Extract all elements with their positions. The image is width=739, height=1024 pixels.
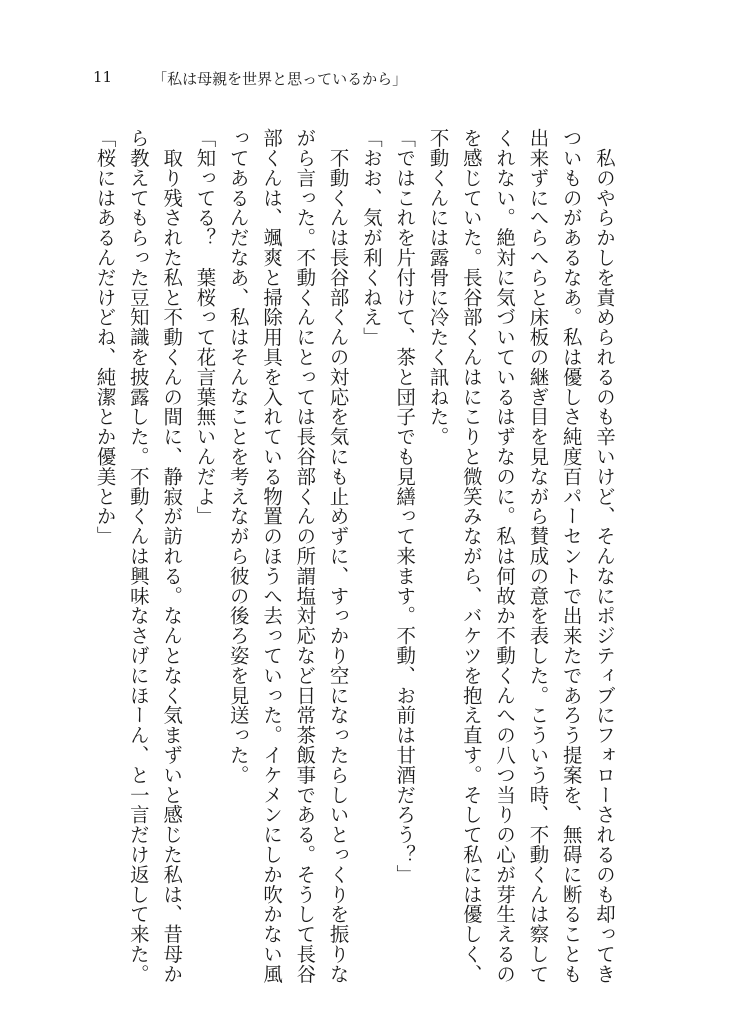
- body-text: [88, 128, 621, 988]
- paragraph: 「知ってる？ 葉桜って花言葉無いんだよ」: [193, 128, 217, 526]
- paragraph: 取り残された私と不動くんの間に、静寂が訪れる。なんとなく気まずいと感じた私は、昔母から教えてもらった豆知識を披露した。不動くんは興味なさげにほーん、と一言だけ返して来た。: [126, 128, 184, 984]
- chapter-title: 「私は母親を世界と思っているから」: [152, 70, 408, 88]
- paragraph: 「ではこれを片付けて、茶と団子でも見繕って来ます。不動、お前は甘酒だろう？」: [393, 128, 417, 885]
- paragraph: 「桜にはあるんだけどね、純潔とか優美とか」: [93, 128, 117, 546]
- page-number: 11: [93, 68, 113, 86]
- paragraph: 「おお、気が利くねえ」: [359, 128, 383, 347]
- paragraph: 私のやらかしを責められるのも辛いけど、そんなにポジティブにフォローされるのも却ってきついものがあるなあ。私は優しさ純度百パーセントで出来たであろう提案を、無碍に断ることも出来ずにへらへらと床板の継ぎ目を見ながら賛成の意を表した。こういう時、不動くんは察してくれない。絶対に気づいているはずなのに。私は何故か不動くんへの八つ当りの心が芽生えるのを感じていた。長谷部くんはにこりと微笑みながら、バケツを抱え直す。そして私には優しく、不動くんには露骨に冷たく訊ねた。: [426, 128, 616, 984]
- paragraph: 不動くんは長谷部くんの対応を気にも止めずに、すっかり空になったらしいとっくりを振りながら言った。不動くんにとっては長谷部くんの所謂塩対応など日常茶飯事である。そうして長谷部くんは、颯爽と掃除用具を入れている物置のほうへ去っていった。イケメンにしか吹かない風ってあるんだなあ、私はそんなことを考えながら彼の後ろ姿を見送った。: [226, 128, 350, 984]
- page-header: [93, 68, 407, 89]
